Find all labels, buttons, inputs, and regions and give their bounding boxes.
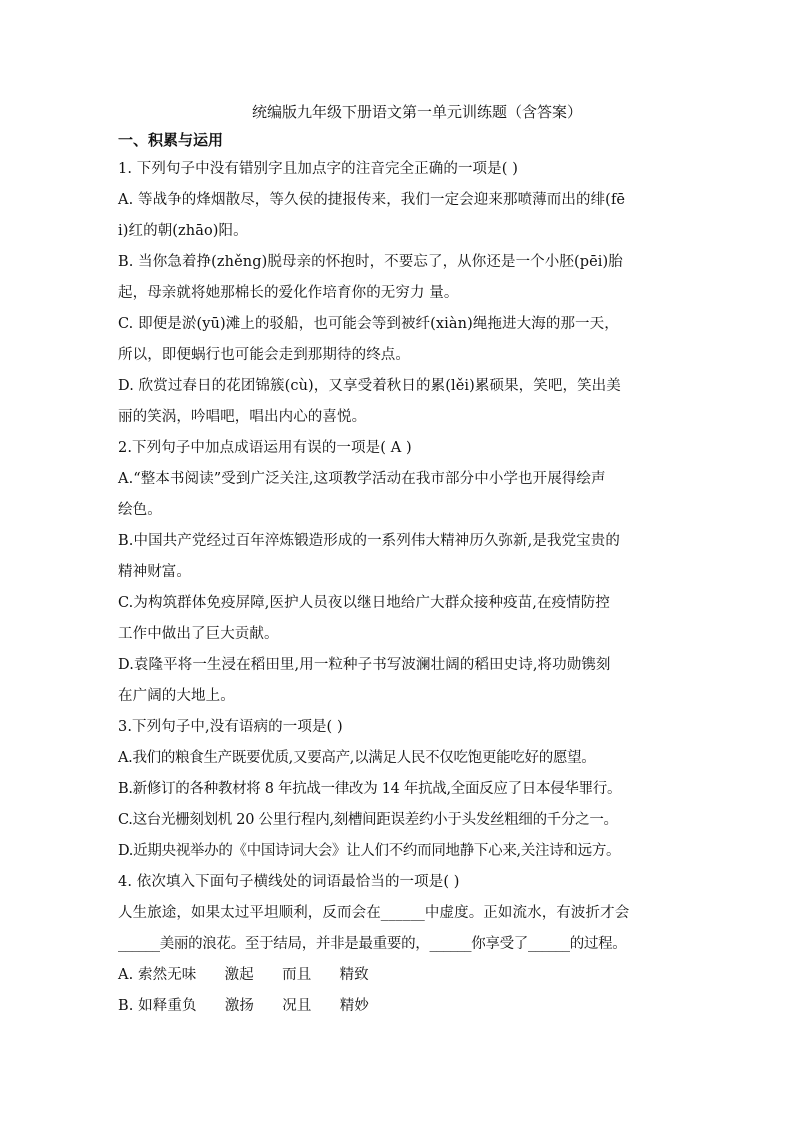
question-2-option-c: C.为构筑群体免疫屏障,医护人员夜以继日地给广大群众接种疫苗,在疫情防控 bbox=[118, 595, 611, 611]
question-1-option-b-cont: 起，母亲就将她那棉长的爱化作培育你的无穷力 量。 bbox=[118, 285, 459, 301]
question-2-option-c-cont: 工作中做出了巨大贡献。 bbox=[118, 626, 279, 642]
question-1-stem: 1. 下列句子中没有错别字且加点字的注音完全正确的一项是( ) bbox=[118, 161, 518, 177]
question-3-option-b: B.新修订的各种教材将 8 年抗战一律改为 14 年抗战,全面反应了日本侵华罪行。 bbox=[118, 781, 622, 797]
question-1-option-d-cont: 丽的笑涡，吟唱吧，唱出内心的喜悦。 bbox=[118, 409, 367, 425]
question-2-option-b: B.中国共产党经过百年淬炼锻造形成的一系列伟大精神历久弥新,是我党宝贵的 bbox=[118, 533, 620, 549]
question-1-option-d: D. 欣赏过春日的花团锦簇(cù)，又享受着秋日的累(lěi)累硕果，笑吧，笑出美 bbox=[118, 378, 621, 394]
section-heading: 一、积累与运用 bbox=[118, 131, 224, 149]
question-4-option-b: B. 如释重负 激扬 况且 精妙 bbox=[118, 998, 369, 1014]
question-3-option-a: A.我们的粮食生产既要优质,又要高产,以满足人民不仅吃饱更能吃好的愿望。 bbox=[118, 750, 596, 766]
document-body bbox=[118, 98, 680, 1022]
question-4-option-a: A. 索然无味 激起 而且 精致 bbox=[118, 967, 369, 983]
question-1-option-a: A. 等战争的烽烟散尽，等久侯的捷报传来，我们一定会迎来那喷薄而出的绯(fē bbox=[118, 192, 626, 208]
document-title: 统编版九年级下册语文第一单元训练题（含答案） bbox=[251, 103, 582, 121]
question-1-option-c: C. 即便是淤(yū)滩上的驳船，也可能会等到被纤(xiàn)绳拖进大海的那一天， bbox=[118, 316, 619, 332]
question-1-option-c-cont: 所以，即便蜗行也可能会走到那期待的终点。 bbox=[118, 347, 410, 363]
question-4-passage-line-1: 人生旅途，如果太过平坦顺利，反而会在______中虚度。正如流水，有波折才会 bbox=[118, 905, 630, 921]
question-4-stem: 4. 依次填入下面句子横线处的词语最恰当的一项是( ) bbox=[118, 874, 460, 890]
question-3-option-c: C.这台光栅刻划机 20 公里行程内,刻槽间距误差约小于头发丝粗细的千分之一。 bbox=[118, 812, 618, 828]
question-4-passage-line-2: ______美丽的浪花。至于结局，并非是最重要的，______你享受了______的过程。 bbox=[118, 936, 627, 952]
question-2-option-d-cont: 在广阔的大地上。 bbox=[118, 688, 235, 704]
question-2-option-b-cont: 精神财富。 bbox=[118, 564, 191, 580]
question-2-option-a-cont: 绘色。 bbox=[118, 502, 162, 518]
question-2-stem: 2.下列句子中加点成语运用有误的一项是( A ) bbox=[118, 440, 412, 456]
question-2-option-d: D.袁隆平将一生浸在稻田里,用一粒种子书写波澜壮阔的稻田史诗,将功勋镌刻 bbox=[118, 657, 611, 673]
question-3-option-d: D.近期央视举办的《中国诗词大会》让人们不约而同地静下心来,关注诗和远方。 bbox=[118, 843, 621, 859]
question-2-option-a: A.“整本书阅读”受到广泛关注,这项教学活动在我市部分中小学也开展得绘声 bbox=[118, 471, 606, 487]
question-1-option-a-cont: i)红的朝(zhāo)阳。 bbox=[118, 223, 248, 239]
question-1-option-b: B. 当你急着挣(zhěng)脱母亲的怀抱时，不要忘了，从你还是一个小胚(pēi)胎 bbox=[118, 254, 623, 270]
question-3-stem: 3.下列句子中,没有语病的一项是( ) bbox=[118, 719, 343, 735]
